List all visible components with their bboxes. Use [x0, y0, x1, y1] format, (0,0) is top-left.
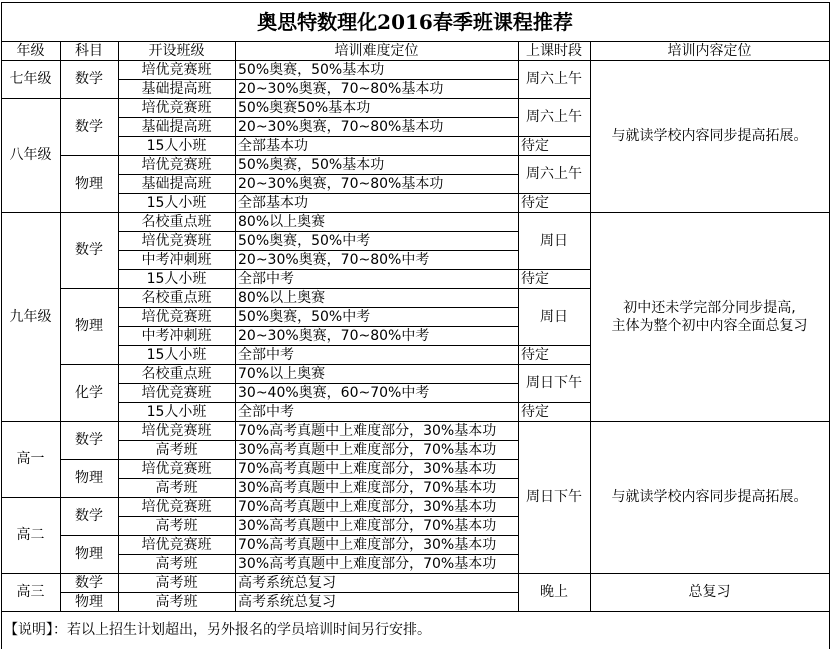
subject-cell: 物理 [75, 546, 103, 562]
difficulty-cell: 20~30%奥赛，70~80%基本功 [238, 118, 444, 135]
class-type-cell: 名校重点班 [141, 213, 212, 230]
difficulty-cell: 20~30%奥赛，70~80%基本功 [238, 175, 444, 192]
grid-hline [590, 573, 830, 574]
footer-note: 【说明】：若以上招生计划超出，另外报名的学员培训时间另行安排。 [4, 622, 431, 638]
difficulty-cell: 全部中考 [238, 403, 294, 420]
class-type-cell: 中考冲刺班 [141, 327, 212, 344]
grid-hline [118, 459, 519, 460]
class-type-cell: 高考班 [155, 479, 198, 496]
grid-hline [60, 364, 119, 365]
grid-hline [1, 60, 830, 61]
grid-hline [118, 326, 519, 327]
subject-cell: 化学 [75, 384, 103, 401]
schedule-cell: 待定 [521, 346, 549, 363]
schedule-cell: 待定 [521, 403, 549, 420]
class-type-cell: 15人小班 [146, 346, 207, 363]
difficulty-cell: 全部中考 [238, 346, 294, 363]
grid-hline [518, 402, 591, 403]
difficulty-cell: 70%高考真题中上难度部分，30%基本功 [238, 536, 497, 553]
class-type-cell: 培优竞赛班 [141, 99, 212, 116]
schedule-cell: 待定 [521, 270, 549, 287]
class-type-cell: 基础提高班 [141, 80, 212, 97]
schedule-cell: 周日下午 [526, 489, 582, 505]
grid-hline [518, 98, 591, 99]
grid-hline [118, 516, 519, 517]
class-type-cell: 高考班 [155, 574, 198, 591]
grid-hline [118, 98, 519, 99]
difficulty-cell: 50%奥赛，50%基本功 [238, 156, 385, 173]
class-type-cell: 基础提高班 [141, 175, 212, 192]
grid-hline [1, 2, 830, 3]
grid-hline [590, 212, 830, 213]
difficulty-cell: 全部中考 [238, 270, 294, 287]
positioning-line: 初中还未学完部分同步提高, [623, 299, 796, 316]
grid-hline [1, 421, 61, 422]
difficulty-cell: 20~30%奥赛，70~80%中考 [238, 251, 430, 268]
difficulty-cell: 50%奥赛，50%基本功 [238, 61, 385, 78]
difficulty-cell: 20~30%奥赛，70~80%基本功 [238, 80, 444, 97]
class-type-cell: 培优竞赛班 [141, 308, 212, 325]
schedule-cell: 周日下午 [526, 375, 582, 391]
grid-hline [1, 98, 61, 99]
schedule-cell: 周日 [540, 308, 568, 325]
grid-hline [118, 364, 519, 365]
class-type-cell: 培优竞赛班 [141, 156, 212, 173]
schedule-cell: 待定 [521, 137, 549, 154]
class-type-cell: 15人小班 [146, 194, 207, 211]
class-type-cell: 培优竞赛班 [141, 536, 212, 553]
header-subject: 科目 [75, 42, 103, 59]
grid-hline [1, 497, 61, 498]
schedule-cell: 晚上 [540, 584, 568, 600]
class-type-cell: 名校重点班 [141, 289, 212, 306]
grid-hline [118, 250, 519, 251]
grid-hline [518, 288, 591, 289]
grid-hline [118, 554, 519, 555]
header-schedule: 上课时段 [526, 42, 582, 59]
header-grade: 年级 [16, 42, 45, 59]
grid-hline [118, 402, 519, 403]
class-type-cell: 高考班 [155, 593, 198, 610]
grade-cell: 高一 [16, 451, 45, 467]
grid-hline [118, 269, 519, 270]
grid-hline [518, 421, 591, 422]
class-type-cell: 高考班 [155, 517, 198, 534]
grid-hline [118, 79, 519, 80]
class-type-cell: 培优竞赛班 [141, 384, 212, 401]
difficulty-cell: 20~30%奥赛，70~80%中考 [238, 327, 430, 344]
difficulty-cell: 80%以上奥赛 [238, 289, 326, 306]
grid-hline [118, 155, 519, 156]
subject-cell: 物理 [75, 593, 103, 610]
schedule-cell: 待定 [521, 194, 549, 211]
grid-hline [60, 212, 119, 213]
difficulty-cell: 30~40%奥赛，60~70%中考 [238, 384, 430, 401]
grid-hline [60, 592, 119, 593]
subject-cell: 数学 [75, 71, 103, 87]
grid-hline [1, 611, 830, 612]
subject-cell: 数学 [75, 242, 103, 258]
grid-hline [60, 573, 119, 574]
difficulty-cell: 高考系统总复习 [238, 574, 336, 591]
class-type-cell: 15人小班 [146, 403, 207, 420]
positioning-line: 主体为整个初中内容全面总复习 [611, 317, 808, 334]
schedule-cell: 周六上午 [526, 166, 582, 182]
grid-hline [118, 288, 519, 289]
subject-cell: 物理 [75, 470, 103, 486]
grid-hline [518, 573, 591, 574]
grid-hline [118, 592, 519, 593]
positioning-cell: 与就读学校内容同步提高拓展。 [611, 489, 808, 505]
class-type-cell: 培优竞赛班 [141, 422, 212, 439]
schedule-cell: 周六上午 [526, 71, 582, 87]
grid-hline [1, 212, 61, 213]
grid-hline [118, 421, 519, 422]
grid-hline [118, 383, 519, 384]
subject-cell: 数学 [75, 118, 103, 135]
grid-hline [118, 345, 519, 346]
grid-hline [118, 573, 519, 574]
grid-hline [518, 345, 591, 346]
grade-cell: 高三 [16, 584, 45, 600]
positioning-cell [590, 212, 829, 421]
grid-hline [60, 535, 119, 536]
difficulty-cell: 30%高考真题中上难度部分，70%基本功 [238, 479, 497, 496]
difficulty-cell: 50%奥赛50%基本功 [238, 99, 371, 116]
grid-hline [1, 41, 830, 42]
difficulty-cell: 50%奥赛，50%中考 [238, 232, 371, 249]
grid-hline [60, 497, 119, 498]
difficulty-cell: 全部基本功 [238, 137, 308, 154]
grid-hline [518, 212, 591, 213]
class-type-cell: 基础提高班 [141, 118, 212, 135]
grid-vline [590, 41, 591, 612]
subject-cell: 数学 [75, 508, 103, 524]
grid-hline [60, 288, 119, 289]
grid-hline [518, 155, 591, 156]
subject-cell: 数学 [75, 574, 103, 591]
grid-hline [518, 136, 591, 137]
grid-hline [118, 535, 519, 536]
grid-hline [118, 307, 519, 308]
grade-cell: 高二 [16, 527, 45, 543]
difficulty-cell: 70%以上奥赛 [238, 365, 326, 382]
difficulty-cell: 70%高考真题中上难度部分，30%基本功 [238, 460, 497, 477]
page-title: 奥思特数理化2016春季班课程推荐 [257, 9, 573, 34]
class-type-cell: 15人小班 [146, 270, 207, 287]
grid-hline [518, 193, 591, 194]
grid-hline [1, 573, 61, 574]
class-type-cell: 高考班 [155, 555, 198, 572]
difficulty-cell: 高考系统总复习 [238, 593, 336, 610]
difficulty-cell: 30%高考真题中上难度部分，70%基本功 [238, 517, 497, 534]
schedule-cell: 周六上午 [526, 109, 582, 125]
header-class-type: 开设班级 [148, 42, 205, 59]
grid-hline [118, 231, 519, 232]
grid-hline [118, 174, 519, 175]
class-type-cell: 名校重点班 [141, 365, 212, 382]
grid-hline [60, 459, 119, 460]
grid-hline [60, 155, 119, 156]
grid-vline [60, 41, 61, 612]
difficulty-cell: 70%高考真题中上难度部分，30%基本功 [238, 498, 497, 515]
grid-hline [60, 98, 119, 99]
difficulty-cell: 50%奥赛，50%中考 [238, 308, 371, 325]
grid-hline [590, 421, 830, 422]
grid-hline [118, 117, 519, 118]
grid-hline [518, 364, 591, 365]
grid-hline [118, 212, 519, 213]
class-type-cell: 培优竞赛班 [141, 460, 212, 477]
grid-hline [118, 440, 519, 441]
grid-vline [829, 2, 830, 649]
difficulty-cell: 30%高考真题中上难度部分，70%基本功 [238, 555, 497, 572]
class-type-cell: 培优竞赛班 [141, 61, 212, 78]
schedule-cell: 周日 [540, 232, 568, 249]
subject-cell: 数学 [75, 432, 103, 448]
grade-cell: 七年级 [9, 71, 52, 87]
class-type-cell: 培优竞赛班 [141, 498, 212, 515]
class-type-cell: 高考班 [155, 441, 198, 458]
difficulty-cell: 80%以上奥赛 [238, 213, 326, 230]
class-type-cell: 15人小班 [146, 137, 207, 154]
subject-cell: 物理 [75, 175, 103, 192]
grid-hline [118, 497, 519, 498]
subject-cell: 物理 [75, 318, 103, 334]
grid-hline [118, 136, 519, 137]
grid-hline [118, 478, 519, 479]
difficulty-cell: 30%高考真题中上难度部分，70%基本功 [238, 441, 497, 458]
grid-hline [118, 193, 519, 194]
grid-hline [518, 269, 591, 270]
grade-cell: 八年级 [9, 147, 52, 163]
grade-cell: 九年级 [9, 308, 52, 325]
positioning-cell: 总复习 [688, 584, 731, 600]
grid-hline [60, 421, 119, 422]
class-type-cell: 培优竞赛班 [141, 232, 212, 249]
positioning-cell: 与就读学校内容同步提高拓展。 [611, 128, 808, 144]
class-type-cell: 中考冲刺班 [141, 251, 212, 268]
difficulty-cell: 70%高考真题中上难度部分，30%基本功 [238, 422, 497, 439]
header-positioning: 培训内容定位 [667, 42, 752, 59]
difficulty-cell: 全部基本功 [238, 194, 308, 211]
grid-vline [1, 2, 2, 649]
header-difficulty: 培训难度定位 [334, 42, 419, 59]
